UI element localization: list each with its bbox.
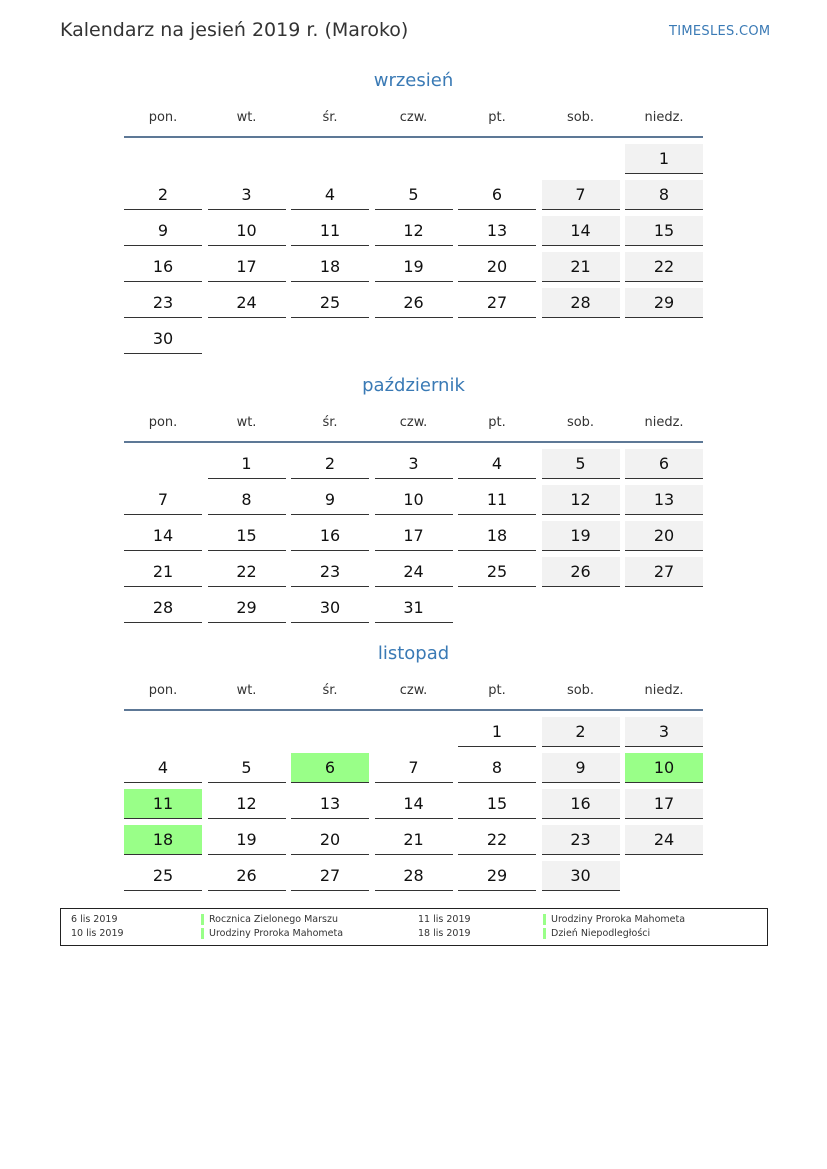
day-cell: 6 [625,449,703,479]
month-name: październik [362,375,465,396]
weekday-label: pon. [148,110,178,125]
day-cell: 30 [291,593,369,623]
weekday-label: wt. [236,683,257,698]
day-cell: 13 [625,485,703,515]
weekday-label: niedz. [644,110,684,125]
day-cell: 8 [458,753,536,783]
weekday-label: wt. [236,415,257,430]
day-cell: 9 [542,753,620,783]
day-cell: 7 [124,485,202,515]
day-cell: 7 [375,753,453,783]
day-cell: 2 [124,180,202,210]
day-cell: 1 [458,717,536,747]
day-cell: 9 [124,216,202,246]
weekday-label: śr. [322,683,338,698]
day-cell: 29 [458,861,536,891]
day-cell: 30 [542,861,620,891]
day-cell: 1 [208,449,286,479]
month-name: listopad [377,643,450,664]
weekday-label: pon. [148,683,178,698]
day-cell: 24 [375,557,453,587]
page-title: Kalendarz na jesień 2019 r. (Maroko) [60,19,409,41]
day-cell: 19 [375,252,453,282]
day-cell: 29 [208,593,286,623]
weekday-header [124,683,703,703]
weekday-header [124,110,703,130]
legend-holiday-name: Urodziny Proroka Mahometa [543,914,685,925]
weekday-header [124,415,703,435]
weekday-label: sob. [566,415,595,430]
day-cell: 10 [625,753,703,783]
day-cell: 29 [625,288,703,318]
day-cell: 9 [291,485,369,515]
day-cell: 19 [542,521,620,551]
day-cell: 11 [291,216,369,246]
month-name: wrzesień [373,70,454,91]
weekday-label: niedz. [644,683,684,698]
day-cell: 6 [291,753,369,783]
day-cell: 13 [458,216,536,246]
day-cell: 4 [291,180,369,210]
day-cell: 25 [124,861,202,891]
day-cell: 3 [208,180,286,210]
day-cell: 27 [625,557,703,587]
day-cell: 11 [458,485,536,515]
legend-date: 10 lis 2019 [71,928,124,939]
weekday-label: śr. [322,110,338,125]
day-cell: 7 [542,180,620,210]
day-cell: 24 [208,288,286,318]
day-cell: 23 [291,557,369,587]
legend-date: 6 lis 2019 [71,914,118,925]
header-divider [124,441,703,443]
legend-holiday-name: Dzień Niepodległości [543,928,650,939]
day-cell: 8 [625,180,703,210]
weekday-label: pon. [148,415,178,430]
header-divider [124,709,703,711]
day-cell: 6 [458,180,536,210]
day-cell: 17 [208,252,286,282]
day-cell: 12 [375,216,453,246]
day-cell: 28 [124,593,202,623]
day-cell: 27 [291,861,369,891]
day-cell: 18 [458,521,536,551]
day-cell: 19 [208,825,286,855]
day-cell: 5 [542,449,620,479]
day-cell: 23 [542,825,620,855]
day-cell: 2 [291,449,369,479]
day-cell: 1 [625,144,703,174]
day-cell: 17 [625,789,703,819]
day-cell: 27 [458,288,536,318]
day-cell: 20 [625,521,703,551]
day-cell: 21 [124,557,202,587]
legend-date: 11 lis 2019 [418,914,471,925]
day-cell: 26 [542,557,620,587]
day-cell: 16 [291,521,369,551]
day-cell: 14 [124,521,202,551]
day-cell: 17 [375,521,453,551]
day-cell: 4 [124,753,202,783]
day-cell: 20 [291,825,369,855]
weekday-label: sob. [566,110,595,125]
day-cell: 5 [208,753,286,783]
day-cell: 16 [542,789,620,819]
day-cell: 4 [458,449,536,479]
weekday-label: sob. [566,683,595,698]
day-cell: 5 [375,180,453,210]
day-cell: 14 [542,216,620,246]
legend-holiday-name: Rocznica Zielonego Marszu [201,914,338,925]
legend-date: 18 lis 2019 [418,928,471,939]
day-cell: 24 [625,825,703,855]
day-cell: 21 [375,825,453,855]
weekday-label: pt. [488,110,506,125]
day-cell: 30 [124,324,202,354]
day-cell: 13 [291,789,369,819]
day-cell: 18 [291,252,369,282]
weekday-label: śr. [322,415,338,430]
day-cell: 28 [542,288,620,318]
day-cell: 23 [124,288,202,318]
day-cell: 11 [124,789,202,819]
day-cell: 2 [542,717,620,747]
day-cell: 10 [208,216,286,246]
day-cell: 25 [458,557,536,587]
day-cell: 16 [124,252,202,282]
day-cell: 3 [375,449,453,479]
brand-link[interactable]: TIMESLES.COM [669,24,771,39]
weekday-label: wt. [236,110,257,125]
day-cell: 22 [458,825,536,855]
weekday-label: czw. [399,110,428,125]
day-cell: 15 [208,521,286,551]
day-cell: 22 [625,252,703,282]
day-cell: 25 [291,288,369,318]
weekday-label: pt. [488,415,506,430]
day-cell: 15 [625,216,703,246]
day-cell: 3 [625,717,703,747]
weekday-label: czw. [399,415,428,430]
day-cell: 12 [542,485,620,515]
header-divider [124,136,703,138]
day-cell: 8 [208,485,286,515]
day-cell: 26 [208,861,286,891]
day-cell: 21 [542,252,620,282]
day-cell: 20 [458,252,536,282]
day-cell: 22 [208,557,286,587]
day-cell: 15 [458,789,536,819]
day-cell: 31 [375,593,453,623]
day-cell: 12 [208,789,286,819]
day-cell: 26 [375,288,453,318]
weekday-label: pt. [488,683,506,698]
day-cell: 28 [375,861,453,891]
weekday-label: niedz. [644,415,684,430]
day-cell: 10 [375,485,453,515]
holiday-legend [60,908,768,946]
day-cell: 18 [124,825,202,855]
day-cell: 14 [375,789,453,819]
weekday-label: czw. [399,683,428,698]
legend-holiday-name: Urodziny Proroka Mahometa [201,928,343,939]
